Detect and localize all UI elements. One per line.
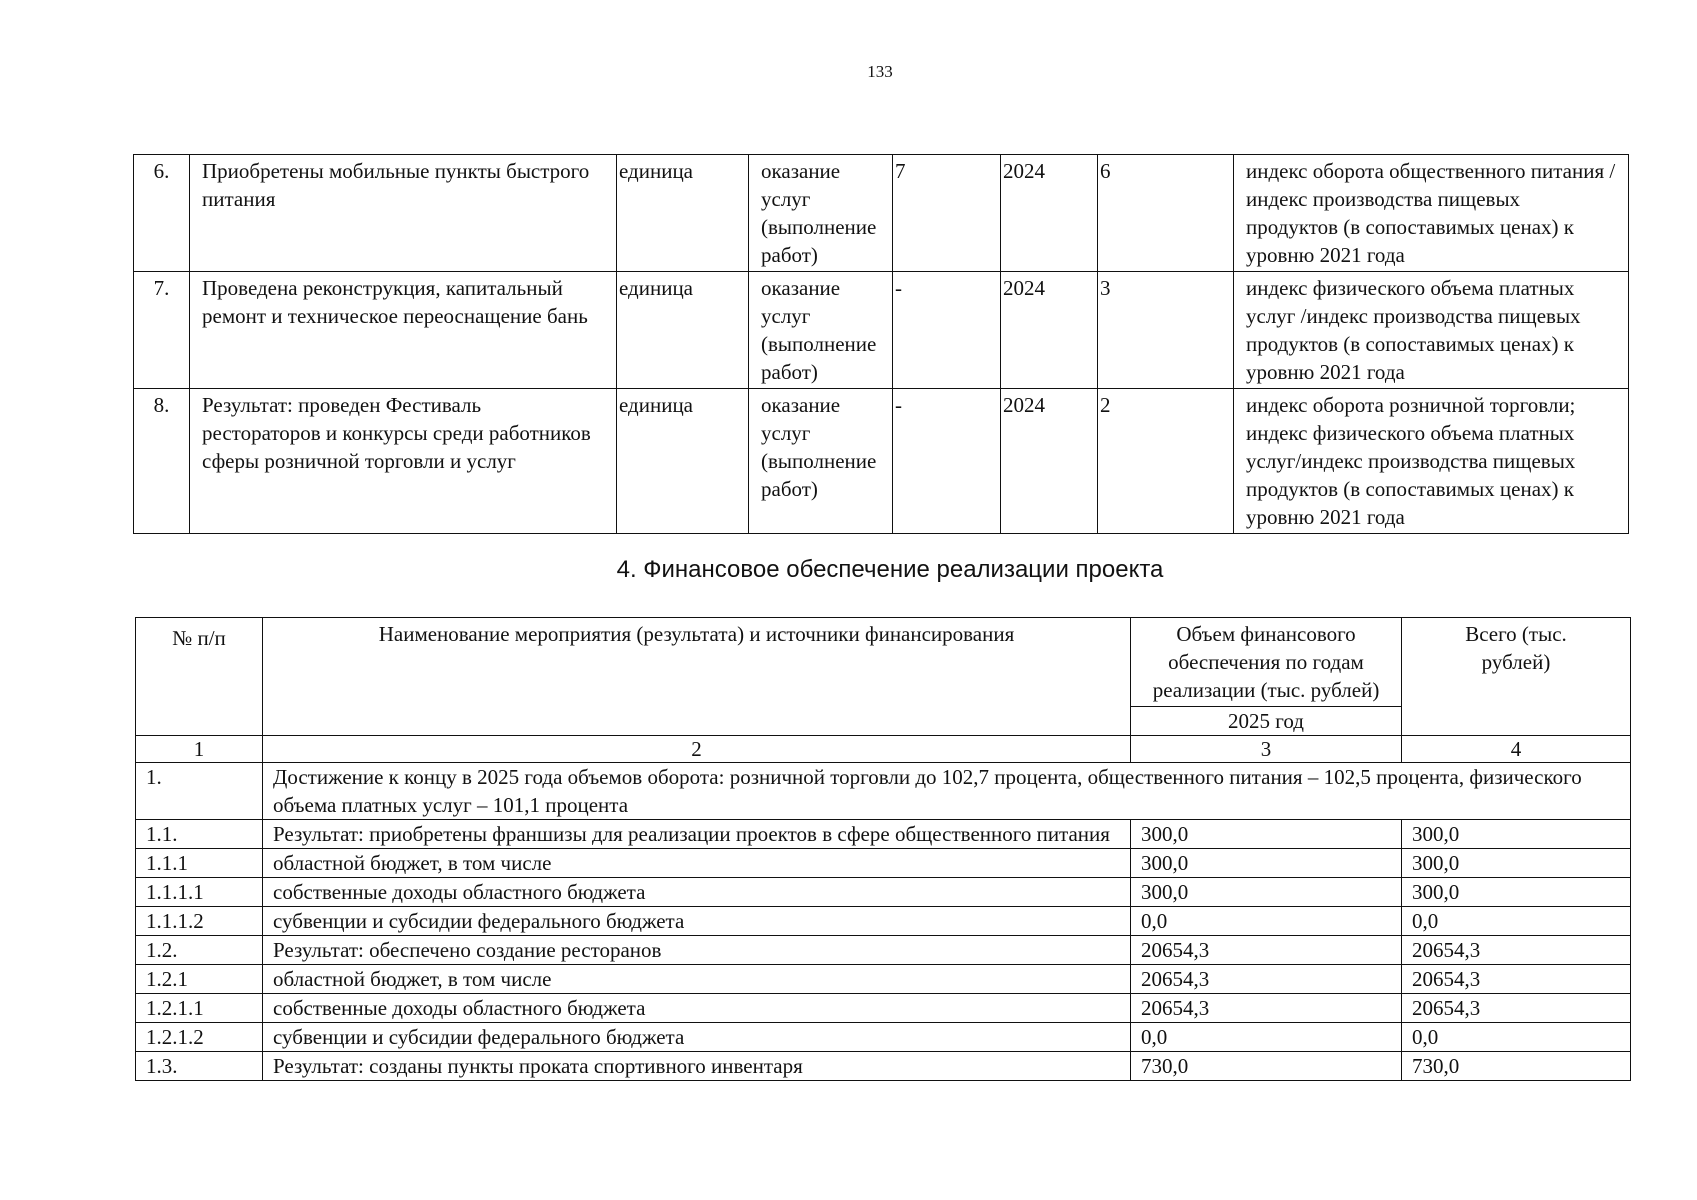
finance-num: 1.2.1.2 [136,1023,263,1052]
unit-cell: единица [617,389,749,534]
finance-row [136,849,1631,878]
finance-num: 1.1.1.1 [136,878,263,907]
finance-2025-value: 0,0 [1131,907,1402,936]
year-cell: 2024 [1001,389,1098,534]
row-number: 8. [134,389,190,534]
result-type: оказание услуг (выполнение работ) [749,272,893,389]
result-type: оказание услуг (выполнение работ) [749,389,893,534]
finance-num: 1.1.1.2 [136,907,263,936]
finance-num: 1.2. [136,936,263,965]
row-number: 6. [134,155,190,272]
finance-name: областной бюджет, в том числе [263,849,1131,878]
year-cell: 2024 [1001,272,1098,389]
column-number: 3 [1131,736,1402,763]
results-table [133,154,1629,534]
finance-2025-value: 20654,3 [1131,994,1402,1023]
finance-num: 1.1. [136,820,263,849]
base-value: - [893,389,1001,534]
finance-name: собственные доходы областного бюджета [263,878,1131,907]
finance-name: субвенции и субсидии федерального бюджета [263,1023,1131,1052]
finance-row [136,907,1631,936]
finance-2025-value: 730,0 [1131,1052,1402,1081]
target-value: 6 [1098,155,1234,272]
finance-total-value: 730,0 [1402,1052,1631,1081]
result-type: оказание услуг (выполнение работ) [749,155,893,272]
finance-total-value: 20654,3 [1402,965,1631,994]
goal-row [136,763,1631,820]
finance-total-value: 300,0 [1402,849,1631,878]
finance-row [136,994,1631,1023]
finance-row [136,936,1631,965]
result-name: Результат: проведен Фестиваль рестораторов и конкурсы среди работников сферы розничной торговли и услуг [190,389,617,534]
finance-row [136,1023,1631,1052]
page-number: 133 [867,62,893,81]
finance-name: Результат: приобретены франшизы для реализации проектов в сфере общественного питания [263,820,1131,849]
header-total: Всего (тыс. рублей) [1402,618,1631,736]
finance-2025-value: 300,0 [1131,878,1402,907]
column-numbers-row [136,736,1631,763]
finance-name: субвенции и субсидии федерального бюджета [263,907,1131,936]
results-row [134,389,1629,534]
column-number: 2 [263,736,1131,763]
goal-num: 1. [136,763,263,820]
finance-total-value: 300,0 [1402,878,1631,907]
finance-total-value: 0,0 [1402,907,1631,936]
finance-row [136,820,1631,849]
finance-total-value: 0,0 [1402,1023,1631,1052]
result-name: Проведена реконструкция, капитальный ремонт и техническое переоснащение бань [190,272,617,389]
finance-num: 1.2.1.1 [136,994,263,1023]
indicator-cell: индекс оборота розничной торговли; индекс физического объема платных услуг/индекс производства пищевых продуктов (в сопоставимых ценах) к уровню 2021 года [1234,389,1629,534]
result-name: Приобретены мобильные пункты быстрого питания [190,155,617,272]
finance-2025-value: 20654,3 [1131,936,1402,965]
row-number: 7. [134,272,190,389]
finance-row [136,965,1631,994]
unit-cell: единица [617,155,749,272]
year-cell: 2024 [1001,155,1098,272]
column-number: 1 [136,736,263,763]
section-heading: 4. Финансовое обеспечение реализации проекта [616,556,1164,583]
indicator-cell: индекс оборота общественного питания /индекс производства пищевых продуктов (в сопоставимых ценах) к уровню 2021 года [1234,155,1629,272]
finance-total-value: 20654,3 [1402,994,1631,1023]
finance-num: 1.3. [136,1052,263,1081]
header-volume: Объем финансового обеспечения по годам реализации (тыс. рублей) [1131,618,1402,707]
results-row [134,272,1629,389]
finance-2025-value: 300,0 [1131,849,1402,878]
column-number: 4 [1402,736,1631,763]
finance-2025-value: 0,0 [1131,1023,1402,1052]
finance-row [136,878,1631,907]
finance-num: 1.2.1 [136,965,263,994]
finance-total-value: 20654,3 [1402,936,1631,965]
finance-row [136,1052,1631,1081]
finance-2025-value: 20654,3 [1131,965,1402,994]
finance-name: областной бюджет, в том числе [263,965,1131,994]
unit-cell: единица [617,272,749,389]
header-name: Наименование мероприятия (результата) и источники финансирования [263,618,1131,736]
results-row [134,155,1629,272]
base-value: 7 [893,155,1001,272]
finance-name: собственные доходы областного бюджета [263,994,1131,1023]
finance-2025-value: 300,0 [1131,820,1402,849]
finance-num: 1.1.1 [136,849,263,878]
finance-name: Результат: обеспечено создание ресторанов [263,936,1131,965]
target-value: 2 [1098,389,1234,534]
goal-text: Достижение к концу в 2025 года объемов оборота: розничной торговли до 102,7 процента, общественного питания – 102,5 процента, физического объема платных услуг – 101,1 процента [263,763,1631,820]
finance-total-value: 300,0 [1402,820,1631,849]
header-num: № п/п [136,618,263,736]
header-year: 2025 год [1131,707,1402,736]
indicator-cell: индекс физического объема платных услуг /индекс производства пищевых продуктов (в сопоставимых ценах) к уровню 2021 года [1234,272,1629,389]
finance-header-row [136,618,1631,707]
target-value: 3 [1098,272,1234,389]
base-value: - [893,272,1001,389]
finance-table [135,617,1631,1081]
finance-name: Результат: созданы пункты проката спортивного инвентаря [263,1052,1131,1081]
